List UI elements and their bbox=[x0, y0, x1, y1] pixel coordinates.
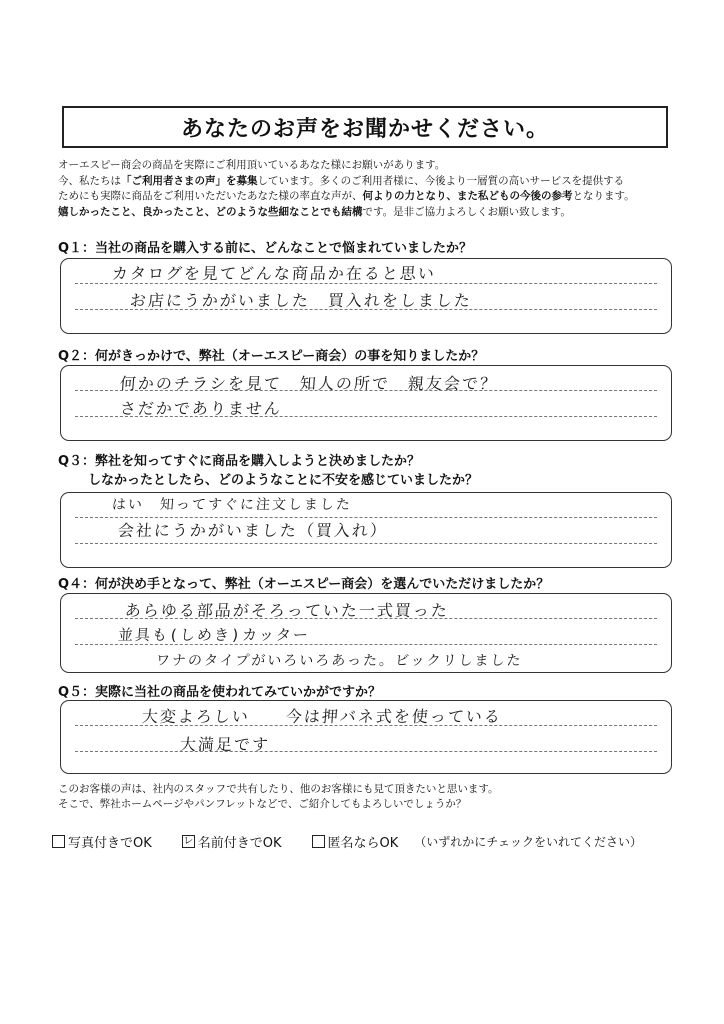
option-label: 名前付きでOK bbox=[197, 836, 282, 851]
question-3-subtext: しなかったとしたら、どのようなことに不安を感じていましたか？ bbox=[88, 473, 479, 488]
option-anonymous-ok[interactable] bbox=[312, 832, 399, 851]
answer-2-line-1: 何かのチラシを見て 知人の所で 親友会で？ bbox=[119, 374, 499, 393]
question-2-label: Q２：何がきっかけで、弊社（オーエスピー商会）の事を知りましたか？ bbox=[58, 349, 485, 364]
answer-1-line-1: カタログを見てどんな商品か在ると思い bbox=[111, 264, 437, 283]
answer-2-line-2: さだかでありません bbox=[119, 399, 283, 418]
intro-line: ためにも実際に商品をご利用いただいたあなた様の率直な声が、何よりの力となり、また私どもの今後の参考となります。 bbox=[58, 190, 635, 202]
answer-4-line-2: 並具も(しめき)カッター bbox=[117, 626, 311, 644]
intro-line: オーエスピー商会の商品を実際にご利用頂いているあなた様にお願いがあります。 bbox=[58, 159, 446, 171]
question-5-label: Q５：実際に当社の商品を使われてみていかがですか？ bbox=[58, 685, 382, 700]
check-instruction: （いずれかにチェックをいれてください） bbox=[414, 835, 642, 849]
consent-options bbox=[52, 832, 642, 851]
option-label: 写真付きでOK bbox=[68, 836, 152, 851]
answer-5-line-1: 大変よろしい 今は押バネ式を使っている bbox=[141, 707, 503, 726]
question-3-label: Q３：弊社を知ってすぐに商品を購入しようと決めましたか？ しなかったとしたら、どのようなことに不安を感じていましたか？ bbox=[58, 454, 479, 488]
option-name-ok[interactable] bbox=[182, 832, 282, 851]
answer-3-line-2: 会社にうかがいました（買入れ） bbox=[117, 521, 389, 540]
answer-3-line-1: はい 知ってすぐに注文しました bbox=[111, 497, 353, 513]
answer-5-line-2: 大満足です bbox=[179, 735, 271, 754]
consent-line: そこで、弊社ホームページやパンフレットなどで、ご紹介してもよろしいでしょうか？ bbox=[58, 798, 467, 810]
checkbox-photo[interactable] bbox=[52, 835, 65, 848]
answer-4-line-3: ワナのタイプがいろいろあった。ビックリしました bbox=[155, 653, 524, 669]
option-label: 匿名ならOK bbox=[327, 836, 399, 851]
intro-line: 今、私たちは「ご利用者さまの声」を募集しています。多くのご利用者様に、今後より一層質の高いサービスを提供する bbox=[58, 174, 625, 187]
intro-text bbox=[58, 158, 678, 220]
page-title: あなたのお声をお聞かせください。 bbox=[62, 106, 668, 148]
answer-1-line-2: お店にうかがいました 買入れをしました bbox=[129, 291, 473, 310]
option-photo-ok[interactable] bbox=[52, 832, 152, 851]
checkbox-name[interactable]: レ bbox=[183, 835, 194, 847]
consent-line: このお客様の声は、社内のスタッフで共有したり、他のお客様にも見て頂きたいと思います。 bbox=[58, 783, 499, 795]
checkbox-anonymous[interactable] bbox=[312, 835, 325, 848]
intro-line: 嬉しかったこと、良かったこと、どのような些細なことでも結構です。是非ご協力よろしくお願い致します。 bbox=[58, 205, 571, 218]
question-1-label: Q１：当社の商品を購入する前に、どんなことで悩まれていましたか？ bbox=[58, 241, 473, 256]
question-4-label: Q４：何が決め手となって、弊社（オーエスピー商会）を選んでいただけましたか？ bbox=[58, 577, 550, 592]
answer-4-line-1: あらゆる部品がそろっていた一式買った bbox=[124, 601, 450, 620]
consent-text bbox=[58, 782, 498, 812]
